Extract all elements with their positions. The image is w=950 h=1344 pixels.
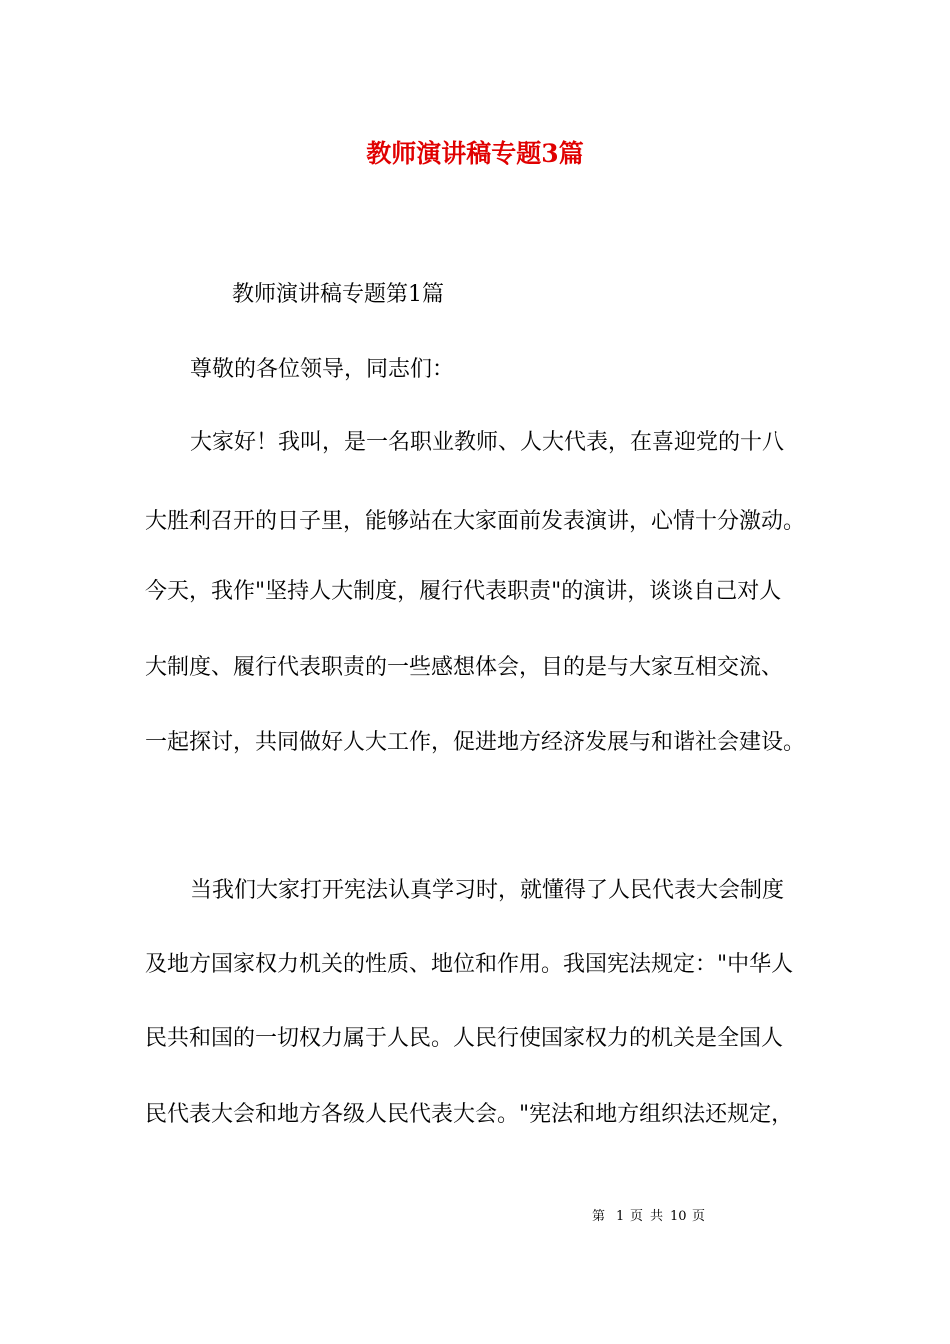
section-heading: 教师演讲稿专题第1篇: [232, 282, 444, 307]
paragraph-line: 今天，我作"坚持人大制度，履行代表职责"的演讲，谈谈自己对人: [145, 579, 782, 604]
footer-di: 第: [592, 1209, 606, 1224]
footer-ye2: 页: [692, 1209, 706, 1224]
footer-total-pages: 10: [670, 1209, 687, 1224]
footer-page-number: 1: [616, 1209, 625, 1224]
paragraph-line: 大家好！我叫，是一名职业教师、人大代表，在喜迎党的十八: [190, 430, 785, 455]
paragraph-line: 民共和国的一切权力属于人民。人民行使国家权力的机关是全国人: [145, 1026, 784, 1051]
paragraph-line: 当我们大家打开宪法认真学习时，就懂得了人民代表大会制度: [190, 878, 785, 903]
paragraph-line: 及地方国家权力机关的性质、地位和作用。我国宪法规定："中华人: [145, 952, 794, 977]
document-title: 教师演讲稿专题3篇: [366, 139, 584, 168]
greeting: 尊敬的各位领导，同志们：: [190, 357, 455, 382]
paragraph-line: 大制度、履行代表职责的一些感想体会，目的是与大家互相交流、: [145, 655, 784, 680]
footer-gong: 共: [650, 1209, 664, 1224]
paragraph-line: 民代表大会和地方各级人民代表大会。"宪法和地方组织法还规定，: [145, 1102, 794, 1127]
paragraph-line: 一起探讨，共同做好人大工作，促进地方经济发展与和谐社会建设。: [145, 730, 806, 755]
footer-ye: 页: [630, 1209, 644, 1224]
paragraph-line: 大胜利召开的日子里，能够站在大家面前发表演讲，心情十分激动。: [145, 509, 806, 534]
